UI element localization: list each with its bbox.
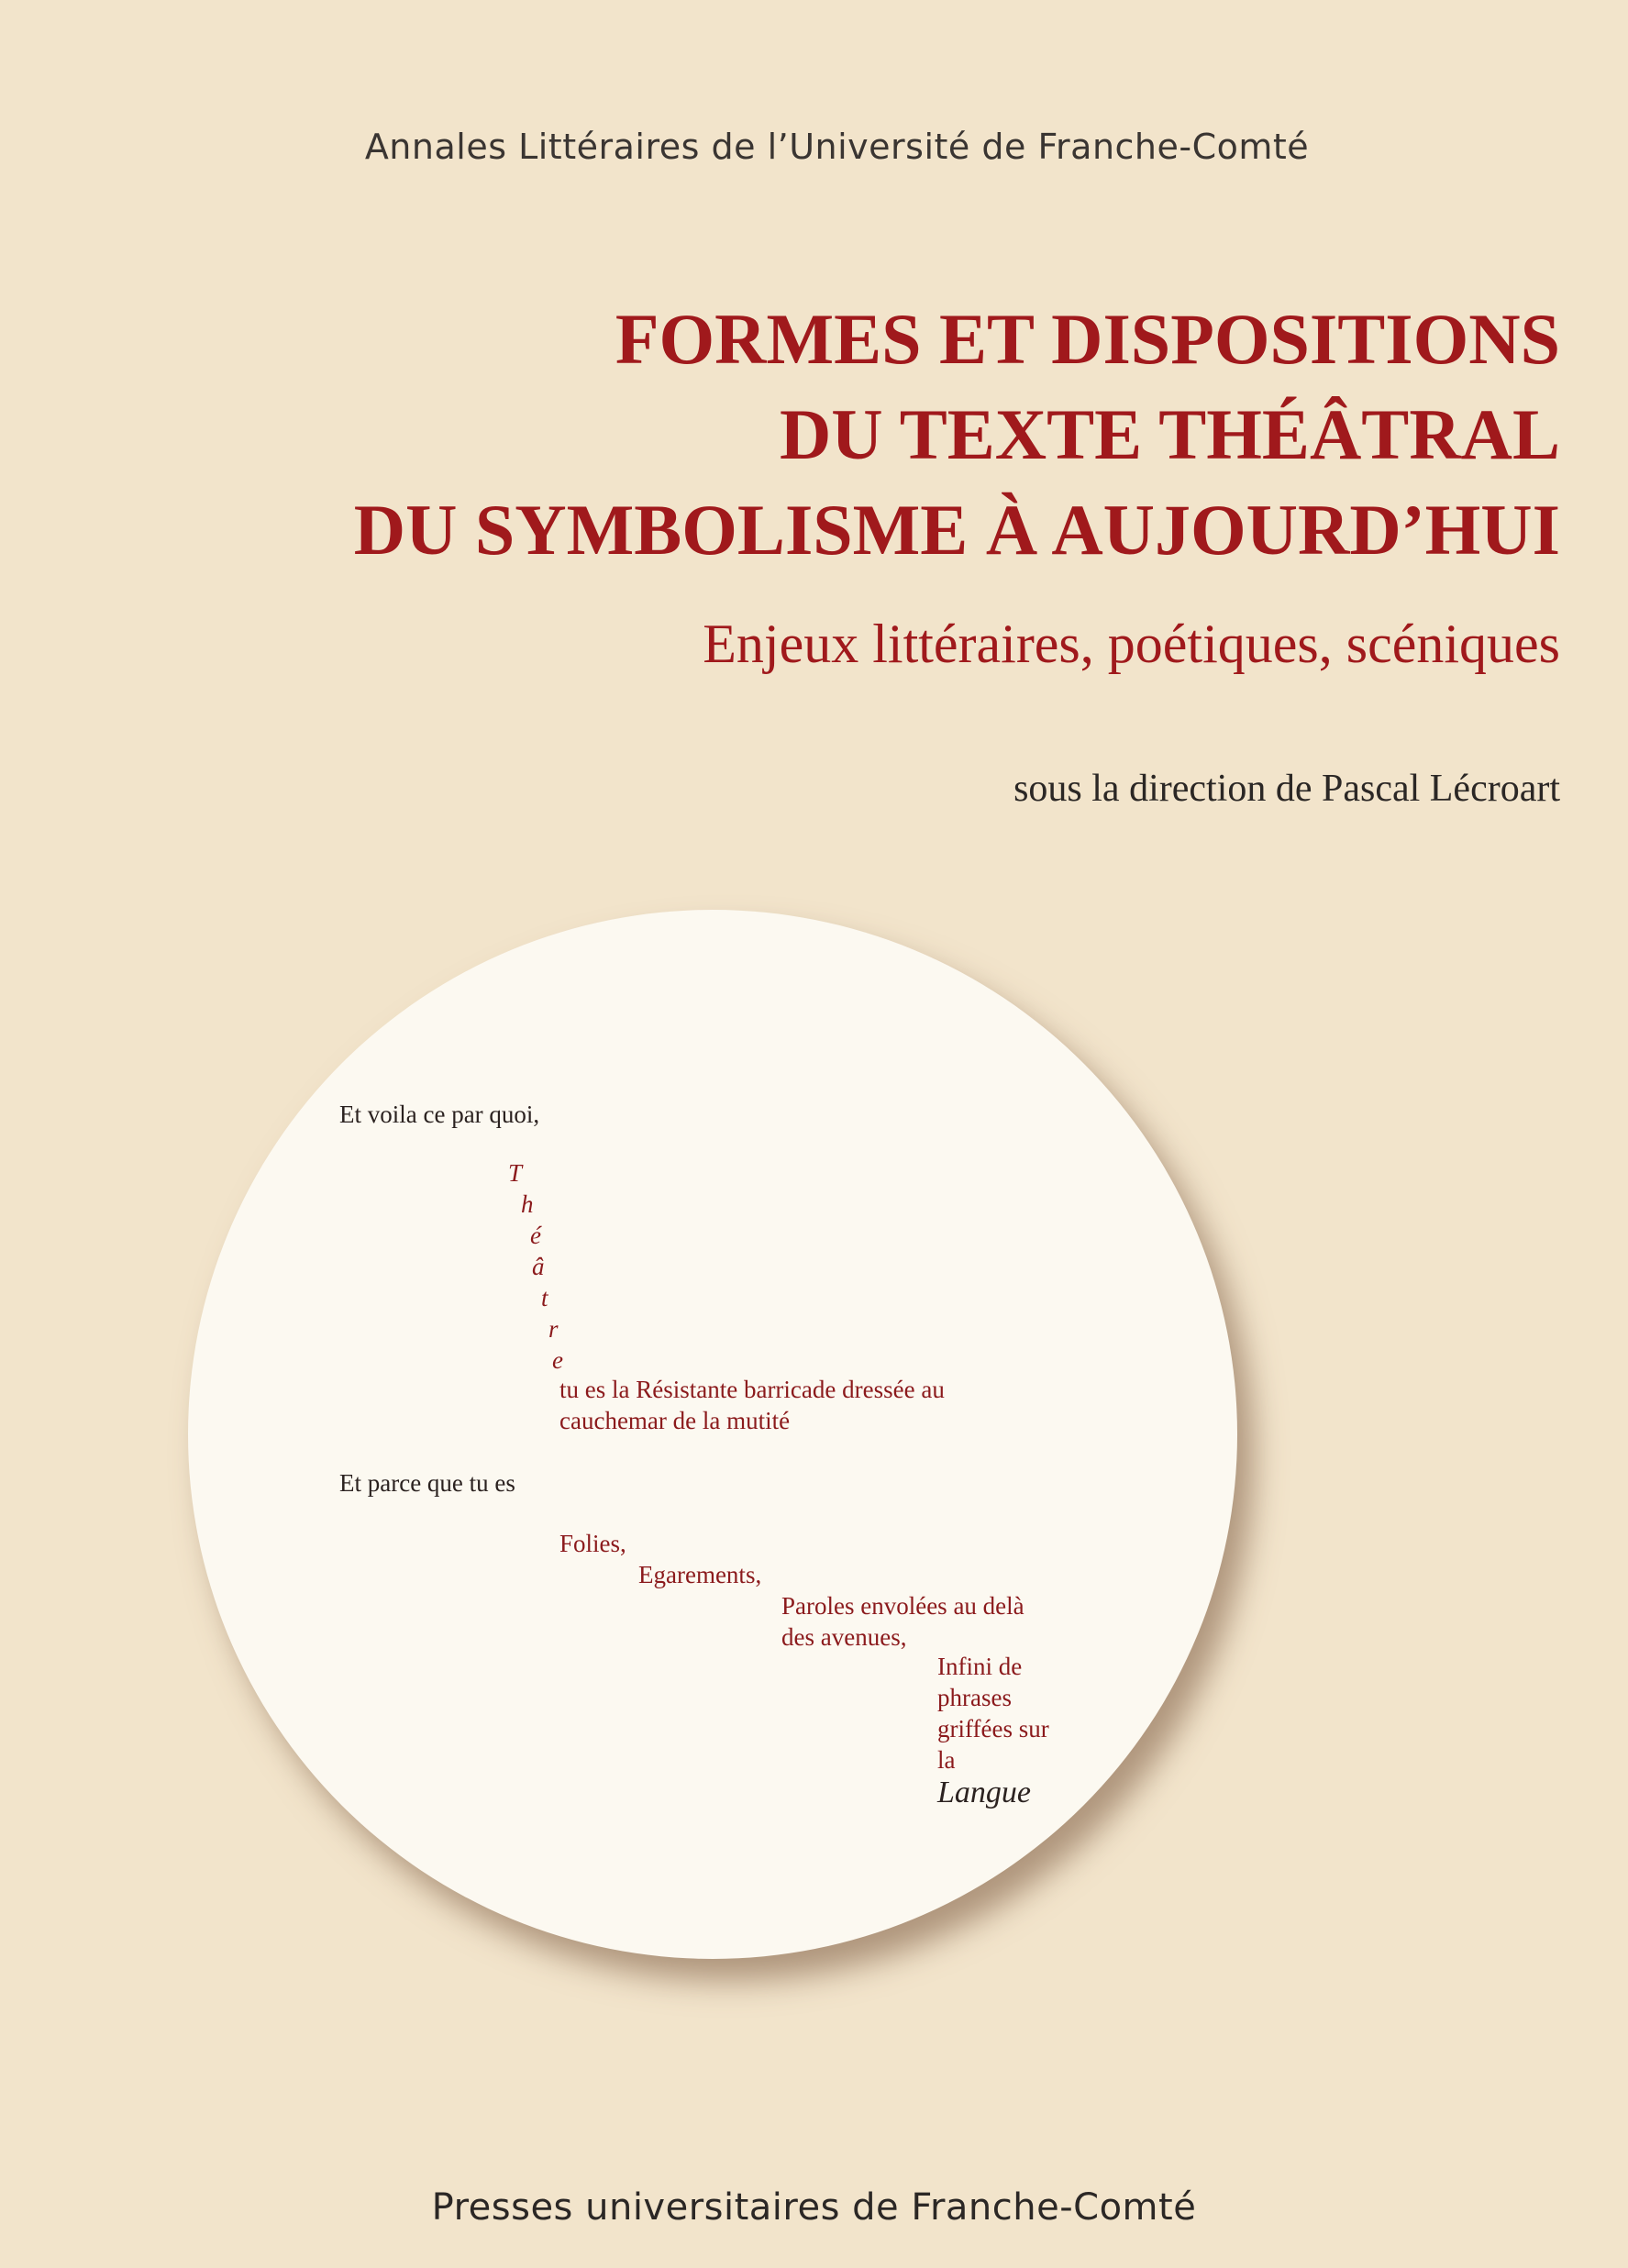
poem-opening: Et voila ce par quoi, [339,1101,540,1128]
poem-line: Egarements, [638,1561,762,1588]
title-line-3: DU SYMBOLISME À AUJOURD’HUI [353,490,1560,570]
poem-vertical-letter: é [530,1222,541,1249]
poem-line: tu es la Résistante barricade dressée au [559,1376,945,1403]
book-subtitle: Enjeux littéraires, poétiques, scéniques [703,614,1560,674]
title-line-2: DU TEXTE THÉÂTRAL [779,394,1560,474]
poem-last-word: Langue [937,1776,1031,1809]
poem-line: Infini de [937,1653,1023,1680]
poem-vertical-letter: e [552,1346,563,1374]
publisher-name: Presses universitaires de Franche-Comté [431,2186,1197,2229]
poem-line: Et parce que tu es [339,1469,515,1497]
poem-line: la [937,1746,956,1774]
poem-vertical-letter: t [541,1284,548,1311]
poem-line: griffées sur [937,1715,1049,1742]
poem-vertical-letter: h [521,1190,534,1218]
editor-credit: sous la direction de Pascal Lécroart [1013,768,1560,810]
poem-line: cauchemar de la mutité [559,1407,791,1434]
poem-line: phrases [937,1684,1012,1711]
poem-line: des avenues, [781,1623,907,1651]
series-name: Annales Littéraires de l’Université de Franche-Comté [364,127,1310,167]
title-line-1: FORMES ET DISPOSITIONS [615,299,1560,379]
poem-vertical-letter: T [508,1159,523,1187]
poem-vertical-letter: â [532,1253,545,1280]
poem-vertical-letter: r [548,1315,559,1343]
poem-line: Paroles envolées au delà [781,1592,1024,1620]
poem-line: Folies, [559,1530,626,1557]
